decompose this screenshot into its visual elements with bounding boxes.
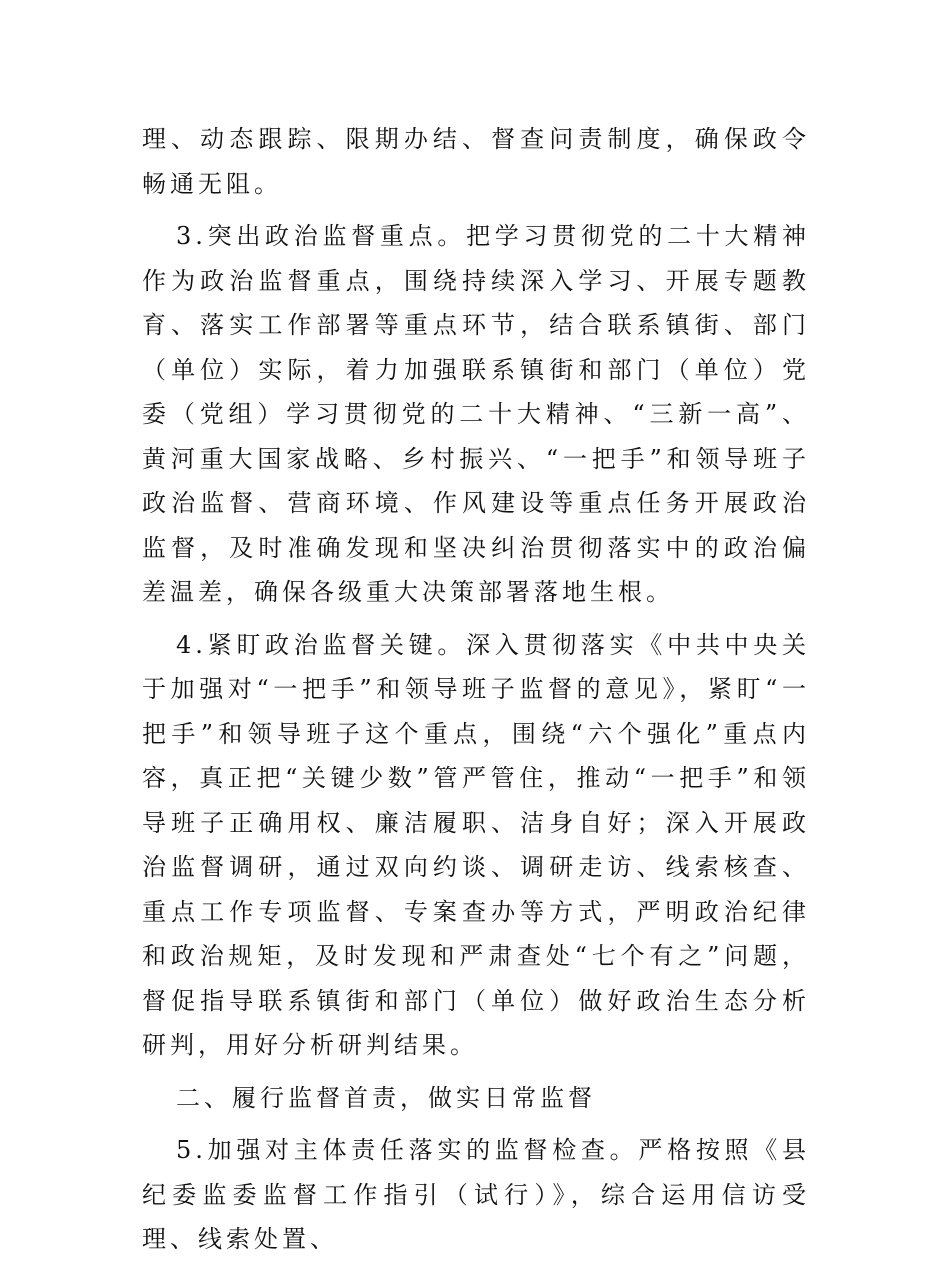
paragraph-item-5: 5.加强对主体责任落实的监督检查。严格按照《县纪委监委监督工作指引（试行）》，综合运用信访受理、线索处置、 (142, 1136, 810, 1253)
paragraph-continuation: 理、动态跟踪、限期办结、督查问责制度，确保政令畅通无阻。 (142, 125, 810, 198)
section-heading-2: 二、履行监督首责，做实日常监督 (176, 1083, 596, 1112)
paragraph-item-3: 3.突出政治监督重点。把学习贯彻党的二十大精神作为政治监督重点，围绕持续深入学习、开展专题教育、落实工作部署等重点环节，结合联系镇街、部门（单位）实际，着力加强联系镇街和部门（单位）党委（党组）学习贯彻党的二十大精神、“三新一高”、黄河重大国家战略、乡村振兴、“一把手”和领导班子政治监督、营商环境、作风建设等重点任务开展政治监督，及时准确发现和坚决纠治贯彻落实中的政治偏差温差，确保各级重大决策部署落地生根。 (142, 222, 810, 606)
document-page (142, 117, 810, 1262)
paragraph-item-4: 4.紧盯政治监督关键。深入贯彻落实《中共中央关于加强对“一把手”和领导班子监督的意见》，紧盯“一把手”和领导班子这个重点，围绕“六个强化”重点内容，真正把“关键少数”管严管住，推动“一把手”和领导班子正确用权、廉洁履职、洁身自好；深入开展政治监督调研，通过双向约谈、调研走访、线索核查、重点工作专项监督、专案查办等方式，严明政治纪律和政治规矩，及时发现和严肃查处“七个有之”问题，督促指导联系镇街和部门（单位）做好政治生态分析研判，用好分析研判结果。 (142, 630, 810, 1059)
